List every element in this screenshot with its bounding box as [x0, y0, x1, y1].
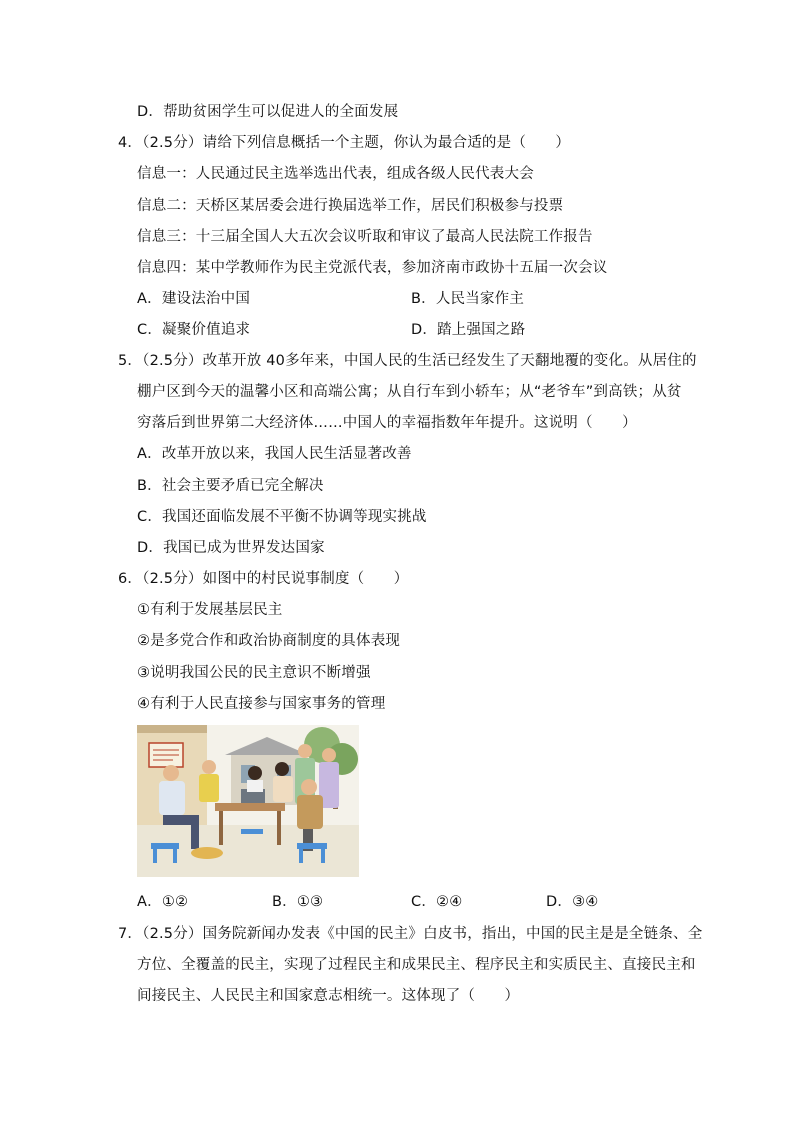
q7-stem-line-1: 7．（2.5分）国务院新闻办发表《中国的民主》白皮书，指出，中国的民主是是全链条、全	[118, 926, 703, 942]
q5-option-c: C．我国还面临发展不平衡不协调等现实挑战	[137, 509, 427, 525]
q4-option-b: B．人民当家作主	[411, 291, 525, 307]
village-meeting-illustration	[137, 725, 359, 877]
q6-option-d: D．③④	[546, 894, 599, 910]
q6-option-b: B．①③	[272, 894, 324, 910]
q5-stem-line-3: 穷落后到世界第二大经济体……中国人的幸福指数年年提升。这说明（ ）	[137, 415, 637, 431]
q3-option-d: D．帮助贫困学生可以促进人的全面发展	[137, 104, 399, 120]
q5-option-b: B．社会主要矛盾已完全解决	[137, 478, 324, 494]
q4-stem: 4．（2.5分）请给下列信息概括一个主题，你认为最合适的是（ ）	[118, 135, 571, 151]
q5-option-d: D．我国已成为世界发达国家	[137, 540, 325, 556]
q7-stem-line-3: 间接民主、人民民主和国家意志相统一。这体现了（ ）	[137, 988, 520, 1004]
q4-info-3: 信息三：十三届全国人大五次会议听取和审议了最高人民法院工作报告	[137, 229, 593, 245]
q6-item-3: ③说明我国公民的民主意识不断增强	[137, 665, 371, 681]
q6-item-1: ①有利于发展基层民主	[137, 602, 283, 618]
q4-option-c: C．凝聚价值追求	[137, 322, 251, 338]
q5-stem-line-1: 5．（2.5分）改革开放 40多年来，中国人民的生活已经发生了天翻地覆的变化。从居住的	[118, 353, 697, 369]
q4-option-a: A．建设法治中国	[137, 291, 251, 307]
q7-stem-line-2: 方位、全覆盖的民主，实现了过程民主和成果民主、程序民主和实质民主、直接民主和	[137, 957, 696, 973]
q5-stem-line-2: 棚户区到今天的温馨小区和高端公寓；从自行车到小轿车；从“老爷车”到高铁；从贫	[137, 384, 682, 400]
q6-item-4: ④有利于人民直接参与国家事务的管理	[137, 696, 386, 712]
q4-info-1: 信息一：人民通过民主选举选出代表，组成各级人民代表大会	[137, 166, 534, 182]
q5-option-a: A．改革开放以来，我国人民生活显著改善	[137, 446, 412, 462]
q6-option-a: A．①②	[137, 894, 189, 910]
q6-stem: 6．（2.5分）如图中的村民说事制度（ ）	[118, 571, 409, 587]
q4-info-2: 信息二：天桥区某居委会进行换届选举工作，居民们积极参与投票	[137, 198, 564, 214]
q4-option-d: D．踏上强国之路	[411, 322, 526, 338]
q6-option-c: C．②④	[411, 894, 463, 910]
q4-info-4: 信息四：某中学教师作为民主党派代表，参加济南市政协十五届一次会议	[137, 260, 608, 276]
q6-item-2: ②是多党合作和政治协商制度的具体表现	[137, 633, 401, 649]
